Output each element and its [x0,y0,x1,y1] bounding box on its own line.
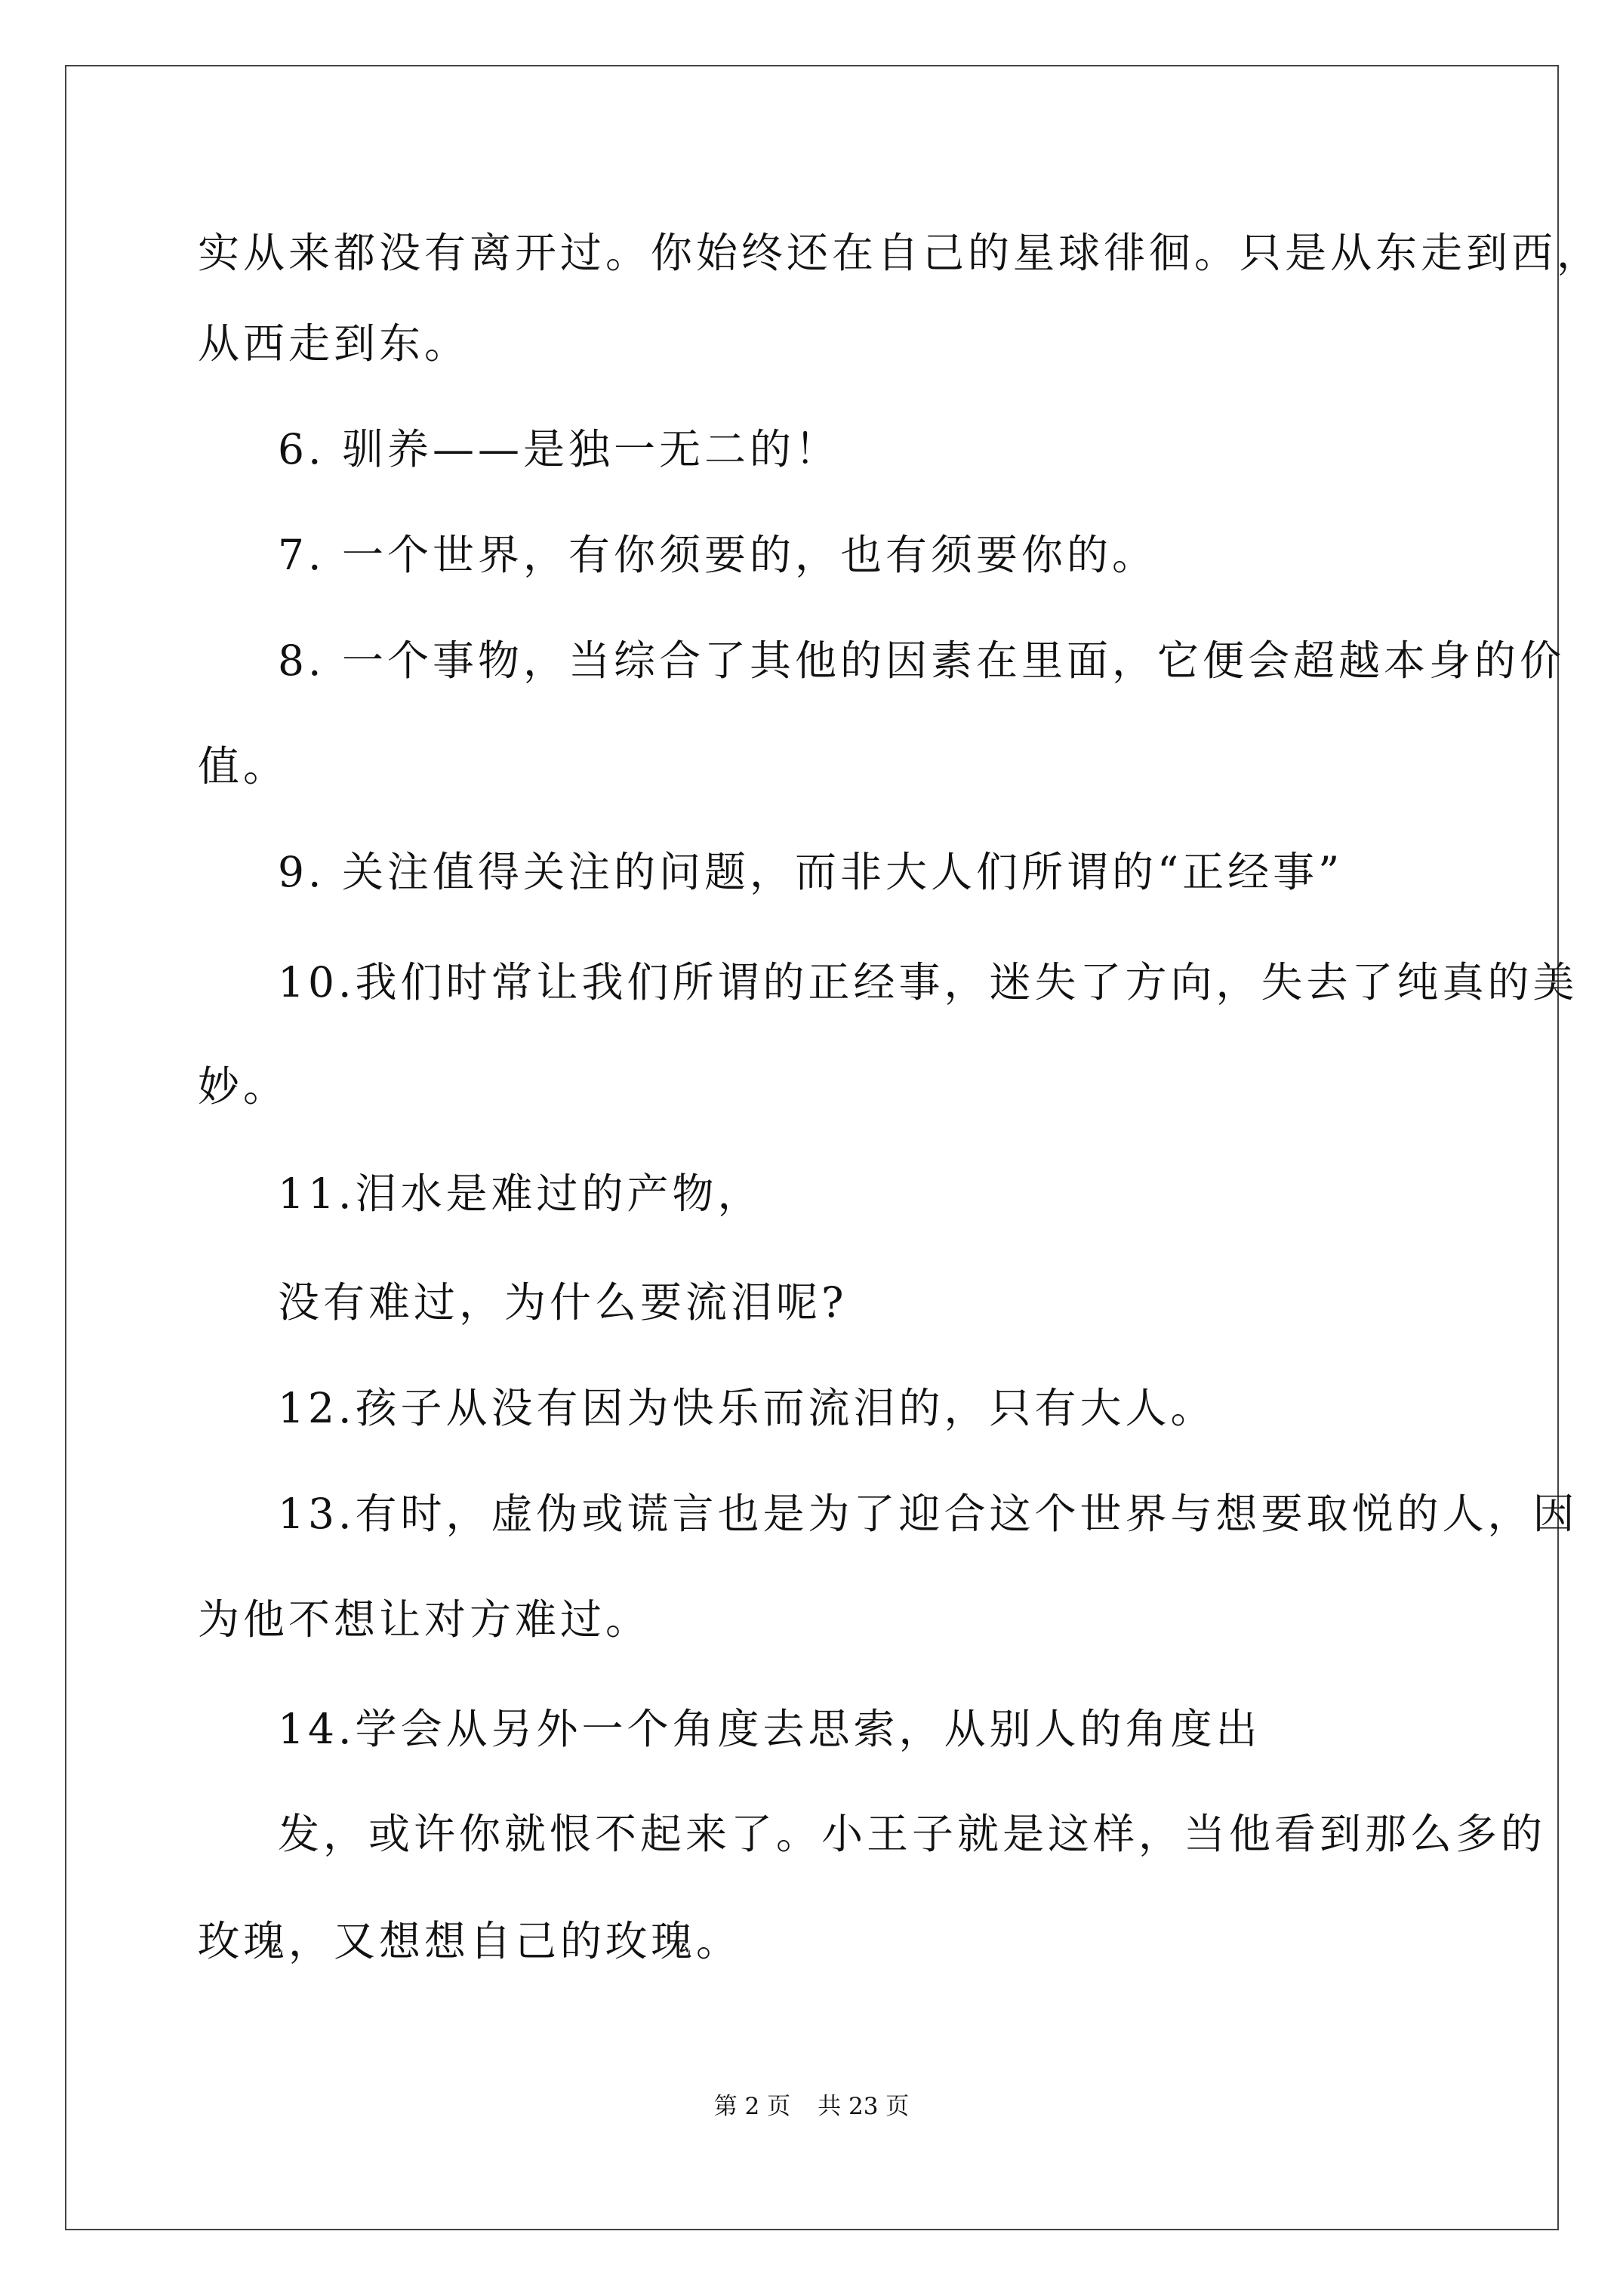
body-text-line: 妙。 [198,1062,289,1111]
list-item-14: 14.学会从另外一个角度去思索，从别人的角度出 [278,1705,1261,1753]
body-text-line: 为他不想让对方难过。 [198,1595,651,1644]
body-text-line: 没有难过，为什么要流泪呢? [278,1278,848,1327]
list-item-9: 9. 关注值得关注的问题，而非大人们所谓的“正经事” [278,848,1344,896]
list-item-13: 13.有时，虚伪或谎言也是为了迎合这个世界与想要取悦的人，因 [278,1490,1578,1538]
page-border [65,65,1559,2230]
page-total: 共 23 页 [818,2093,910,2120]
list-item-12: 12.孩子从没有因为快乐而流泪的，只有大人。 [278,1384,1216,1432]
list-item-8: 8. 一个事物，当综合了其他的因素在里面，它便会超越本身的价 [278,636,1565,685]
body-text-line: 值。 [198,742,289,791]
page-number: 第 2 页 [713,2093,791,2120]
list-item-10: 10.我们时常让我们所谓的正经事，迷失了方向，失去了纯真的美 [278,958,1578,1006]
list-item-11: 11.泪水是难过的产物， [278,1170,763,1218]
list-item-6: 6. 驯养——是独一无二的！ [278,425,840,473]
list-item-7: 7. 一个世界，有你须要的，也有须要你的。 [278,531,1157,579]
body-text-line: 从西走到东。 [198,319,470,368]
page-footer [0,2091,1623,2122]
body-text-line: 玫瑰，又想想自己的玫瑰。 [198,1917,742,1965]
body-text-line: 发，或许你就恨不起来了。小王子就是这样，当他看到那么多的 [278,1810,1547,1858]
body-text-line: 实从来都没有离开过。你始终还在自己的星球徘徊。只是从东走到西， [198,229,1603,277]
